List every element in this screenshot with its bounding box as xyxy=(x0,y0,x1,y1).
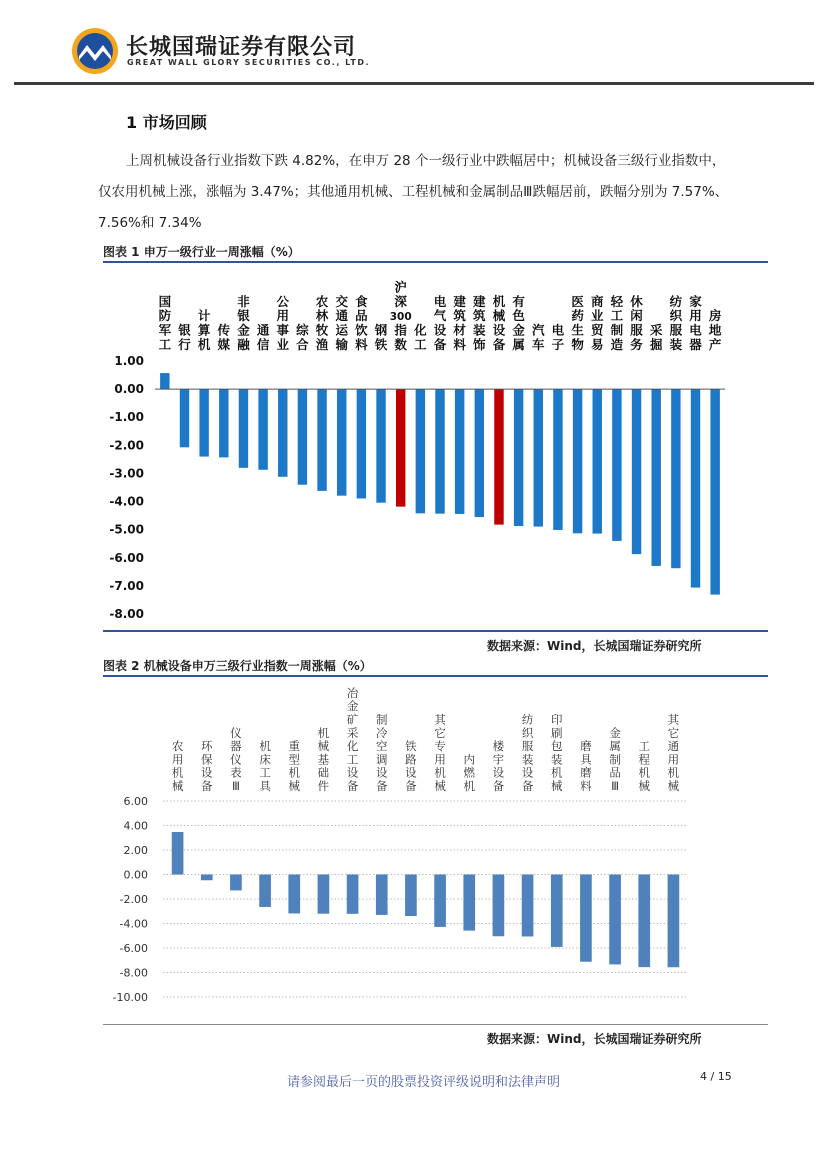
chart1-title: 图表 1 申万一级行业一周涨幅（%） xyxy=(103,245,300,259)
chart1-bar xyxy=(651,389,660,566)
chart2-bar xyxy=(609,875,621,965)
chart1-ytick-label: -4.00 xyxy=(109,494,144,509)
chart2-bar xyxy=(580,875,592,962)
company-name-en: GREAT WALL GLORY SECURITIES CO., LTD. xyxy=(127,58,371,67)
chart1-category-label: 公用事业 xyxy=(276,293,290,352)
company-logo-icon xyxy=(70,26,120,76)
chart1-category-label: 电子 xyxy=(551,322,565,352)
chart1-bar xyxy=(671,389,680,568)
chart1-ytick-label: -6.00 xyxy=(109,550,144,565)
chart1-category-label: 商业贸易 xyxy=(590,293,604,352)
chart2-bar xyxy=(318,875,330,914)
chart1-bar xyxy=(376,389,385,503)
chart1-bar xyxy=(298,389,307,485)
chart1-category-label: 通信 xyxy=(256,322,270,352)
chart2-bar xyxy=(259,875,271,907)
chart1-bar xyxy=(534,389,543,526)
company-name-cn: 长城国瑞证券有限公司 xyxy=(126,35,357,60)
chart2-category-label: 纺织服装设备 xyxy=(521,712,534,793)
chart1-bar xyxy=(710,389,719,594)
chart1-category-label: 汽车 xyxy=(532,322,545,352)
chart2-source: 数据来源：Wind，长城国瑞证券研究所 xyxy=(487,1032,702,1046)
chart2-category-label: 楼宇设备 xyxy=(492,739,505,793)
chart1-category-label: 机械设备 xyxy=(492,293,506,352)
chart1-bar xyxy=(199,389,208,456)
chart1-bar xyxy=(593,389,602,533)
chart2-bar xyxy=(376,875,388,915)
chart2-category-label: 重型机械 xyxy=(288,739,300,793)
chart1-category-label: 轻工制造 xyxy=(610,293,624,352)
chart2-ytick-label: -10.00 xyxy=(112,991,148,1004)
chart2-bar xyxy=(405,875,417,917)
chart1-source: 数据来源：Wind，长城国瑞证券研究所 xyxy=(487,639,702,653)
chart1-bottom-rule xyxy=(103,630,768,632)
chart1-bar xyxy=(160,373,169,389)
chart2-ytick-label: 6.00 xyxy=(123,795,148,808)
chart1-bar xyxy=(180,389,189,447)
chart1-bar xyxy=(258,389,267,470)
chart2-category-label: 磨具磨料 xyxy=(580,739,592,793)
chart1-bar xyxy=(357,389,366,498)
chart1-bar xyxy=(475,389,484,517)
chart2-ytick-label: -6.00 xyxy=(119,942,148,955)
chart1-category-label: 综合 xyxy=(296,322,309,352)
footer-disclaimer: 请参阅最后一页的股票投资评级说明和法律声明 xyxy=(287,1075,561,1090)
chart1-bar xyxy=(317,389,326,491)
chart1-ytick-label: 0.00 xyxy=(114,382,144,397)
chart1-category-label: 交通运输 xyxy=(335,293,348,352)
chart1-category-label: 家用电器 xyxy=(689,293,702,352)
chart2-bar xyxy=(522,875,534,937)
chart1-category-label: 食品饮料 xyxy=(355,293,368,352)
chart1-bar xyxy=(416,389,425,513)
chart1-bar xyxy=(553,389,562,530)
chart2-bar xyxy=(551,875,563,947)
chart1-category-label: 采掘 xyxy=(649,322,663,352)
chart2-title: 图表 2 机械设备申万三级行业指数一周涨幅（%） xyxy=(103,659,372,673)
chart1-bar xyxy=(337,389,346,496)
chart1-category-label: 传媒 xyxy=(217,322,231,352)
chart1-bar xyxy=(219,389,228,457)
chart2-category-label: 工程机械 xyxy=(638,739,650,793)
chart2-ytick-label: 4.00 xyxy=(123,819,148,833)
chart1-category-label: 银行 xyxy=(178,322,191,352)
chart1-ytick-label: -7.00 xyxy=(109,578,144,593)
chart2-ytick-label: -2.00 xyxy=(119,893,148,906)
chart1-bar xyxy=(396,389,405,507)
chart1-bar xyxy=(632,389,641,554)
chart2-ytick-label: -4.00 xyxy=(119,917,148,931)
chart2-bar xyxy=(288,875,300,914)
chart2-ytick-label: 2.00 xyxy=(123,844,148,857)
chart1-ytick-label: -8.00 xyxy=(109,607,144,621)
page-header xyxy=(0,0,827,86)
chart2-category-label: 环保设备 xyxy=(201,739,213,793)
chart1-category-label: 钢铁 xyxy=(374,322,388,352)
chart1-ytick-label: -2.00 xyxy=(109,438,144,453)
chart2-category-label: 其它通用机械 xyxy=(667,712,680,793)
header-divider xyxy=(14,82,814,85)
chart2-ytick-label: -8.00 xyxy=(119,966,148,980)
chart1-category-label: 化工 xyxy=(414,322,427,352)
chart2-category-label: 铁路设备 xyxy=(405,739,417,793)
chart2-bar xyxy=(201,875,213,881)
chart1-category-label: 房地产 xyxy=(708,308,722,352)
chart2-category-label: 制冷空调设备 xyxy=(376,712,388,793)
chart1-ytick-label: -3.00 xyxy=(109,466,144,481)
chart1-bar-chart xyxy=(0,262,827,630)
chart1-bar xyxy=(239,389,248,468)
chart2-bar xyxy=(463,875,475,931)
chart1-category-label: 非银金融 xyxy=(237,293,250,352)
chart1-ytick-label: -1.00 xyxy=(109,410,144,425)
chart1-ytick-label: 1.00 xyxy=(114,354,144,368)
chart1-category-label: 纺织服装 xyxy=(669,293,683,352)
chart1-ytick-label: -5.00 xyxy=(109,522,144,537)
chart2-bar xyxy=(172,832,184,875)
chart1-category-label: 农林牧渔 xyxy=(315,293,329,352)
chart2-ytick-label: 0.00 xyxy=(123,868,148,882)
chart2-category-label: 金属制品 Ⅲ xyxy=(609,725,621,793)
chart1-category-label: 医药生物 xyxy=(571,293,584,352)
chart2-category-label: 其它专用机械 xyxy=(434,712,446,793)
chart1-category-label: 沪深 300 指数 xyxy=(389,279,412,352)
chart2-bar xyxy=(347,875,359,914)
chart1-bar xyxy=(455,389,464,514)
chart1-bar xyxy=(278,389,287,477)
chart1-bar xyxy=(494,389,503,524)
chart2-bar xyxy=(434,875,446,927)
page-number: 4 / 15 xyxy=(700,1070,732,1083)
chart1-bar xyxy=(435,389,444,514)
market-review-paragraph: 上周机械设备行业指数下跌 4.82%，在申万 28 个一级行业中跌幅居中；机械设备三级行业指数中，仅农用机械上涨，涨幅为 3.47%；其他通用机械、工程机械和金属制品Ⅲ跌幅居前，跌幅分别为 7.57%、7.56%和 7.34% xyxy=(98,153,729,231)
chart1-bar xyxy=(573,389,582,533)
chart2-category-label: 仪器仪表 Ⅲ xyxy=(230,725,242,793)
section-title: 1 市场回顾 xyxy=(126,113,207,132)
chart2-category-label: 农用机械 xyxy=(171,739,184,793)
chart2-category-label: 机床工具 xyxy=(259,739,271,793)
chart2-bar xyxy=(230,875,242,891)
chart2-category-label: 机械基础件 xyxy=(317,725,330,793)
chart1-category-label: 建筑材料 xyxy=(453,293,466,352)
chart2-category-label: 内燃机 xyxy=(463,752,475,793)
chart2-bar-chart xyxy=(0,676,827,1023)
chart1-bar xyxy=(691,389,700,587)
chart2-bar xyxy=(493,875,505,937)
chart1-bar xyxy=(514,389,523,526)
chart1-category-label: 电气设备 xyxy=(433,293,447,352)
chart1-category-label: 休闲服务 xyxy=(630,293,643,352)
chart2-bar xyxy=(668,875,680,968)
chart1-bar xyxy=(612,389,621,541)
chart1-category-label: 建筑装饰 xyxy=(473,293,486,352)
chart2-bottom-rule xyxy=(103,1024,768,1025)
chart2-category-label: 冶金矿采化工设备 xyxy=(346,685,359,793)
chart2-category-label: 印刷包装机械 xyxy=(551,712,563,793)
chart1-category-label: 有色金属 xyxy=(512,293,525,352)
chart2-bar xyxy=(638,875,650,968)
chart1-category-label: 计算机 xyxy=(197,308,211,352)
chart1-category-label: 国防军工 xyxy=(158,293,172,352)
